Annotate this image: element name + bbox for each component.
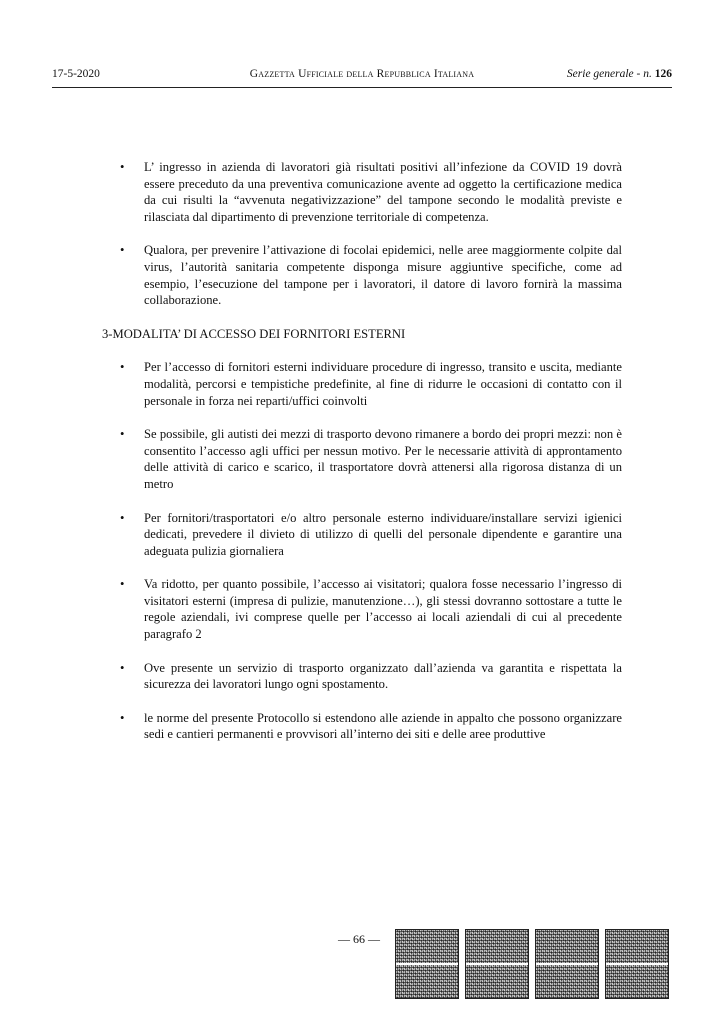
header-date: 17-5-2020 (52, 68, 100, 80)
header-series-number: 126 (654, 68, 672, 80)
page-number: — 66 — (338, 932, 380, 946)
list-item-text: Qualora, per prevenire l’attivazione di focolai epidemici, nelle aree maggiormente colpite dal virus, l’autorità sanitaria competente disponga misure aggiuntive specifiche, come ad esempio, l’esecuzione del tampone per i lavoratori, il datore di lavoro fornirà la massima collaborazione. (144, 243, 622, 308)
datamatrix-code-4 (605, 929, 669, 999)
list-item (102, 710, 622, 743)
bullet-icon: • (120, 710, 125, 725)
list-item-text: Ove presente un servizio di trasporto organizzato dall’azienda va garantita e rispettata la sicurezza dei lavoratori lungo ogni spostamento. (144, 660, 622, 692)
bullet-icon: • (120, 427, 125, 442)
document-body (102, 159, 622, 743)
list-item (102, 242, 622, 308)
list-item (102, 159, 622, 225)
page-header (52, 68, 672, 86)
list-item-text: Per l’accesso di fornitori esterni individuare procedure di ingresso, transito e uscita, mediante modalità, percorsi e tempistiche predefinite, al fine di ridurre le occasioni di contatto con il personale in forza nei reparti/uffici coinvolti (144, 360, 622, 408)
bullet-icon: • (120, 243, 125, 258)
list-item-text: Va ridotto, per quanto possibile, l’accesso ai visitatori; qualora fosse necessario l’ingresso di visitatori esterni (impresa di pulizie, manutenzione…), gli stessi dovranno sottostare a tutte le regole aziendali, ivi comprese quelle per l’accesso ai locali aziendali di cui al precedente paragrafo 2 (144, 577, 622, 642)
datamatrix-code-2 (465, 929, 529, 999)
bullet-icon: • (120, 360, 125, 375)
list-item (102, 426, 622, 492)
datamatrix-code-3 (535, 929, 599, 999)
bullet-icon: • (120, 160, 125, 174)
header-series-label: Serie generale - n. (566, 68, 652, 80)
list-item (102, 576, 622, 642)
header-rule (52, 87, 672, 88)
list-item-text: Se possibile, gli autisti dei mezzi di trasporto devono rimanere a bordo dei propri mezzi: non è consentito l’accesso agli uffici per nessun motivo. Per le necessarie attività di approntamento delle attività di carico e scarico, il trasportatore dovrà attenersi alla rigorosa distanza di un metro (144, 427, 622, 491)
header-title: Gazzetta Ufficiale della Repubblica Italiana (249, 68, 475, 80)
list-item (102, 510, 622, 560)
bullet-icon: • (120, 577, 125, 592)
section-heading: 3-MODALITA’ DI ACCESSO DEI FORNITORI ESTERNI (102, 326, 406, 341)
datamatrix-code-1 (395, 929, 459, 999)
list-item-text: Per fornitori/trasportatori e/o altro personale esterno individuare/installare servizi igienici dedicati, prevedere il divieto di utilizzo di quelli del personale dipendente e garantire una adeguata pulizia giornaliera (144, 510, 622, 558)
bullet-icon: • (120, 510, 125, 525)
bullet-icon: • (120, 660, 125, 675)
list-item (102, 359, 622, 409)
list-item-text: L’ ingresso in azienda di lavoratori già risultati positivi all’infezione da COVID 19 dovrà essere preceduto da una preventiva comunicazione avente ad oggetto la certificazione medica da cui risulti la “avvenuta negativizzazione” del tampone secondo le modalità previste e rilasciata dal dipartimento di prevenzione territoriale di competenza. (144, 160, 622, 224)
header-series (567, 68, 672, 80)
list-item (102, 660, 622, 693)
list-item-text: le norme del presente Protocollo si estendono alle aziende in appalto che possono organizzare sedi e cantieri permanenti e provvisori all’interno dei siti e delle aree produttive (144, 710, 622, 742)
